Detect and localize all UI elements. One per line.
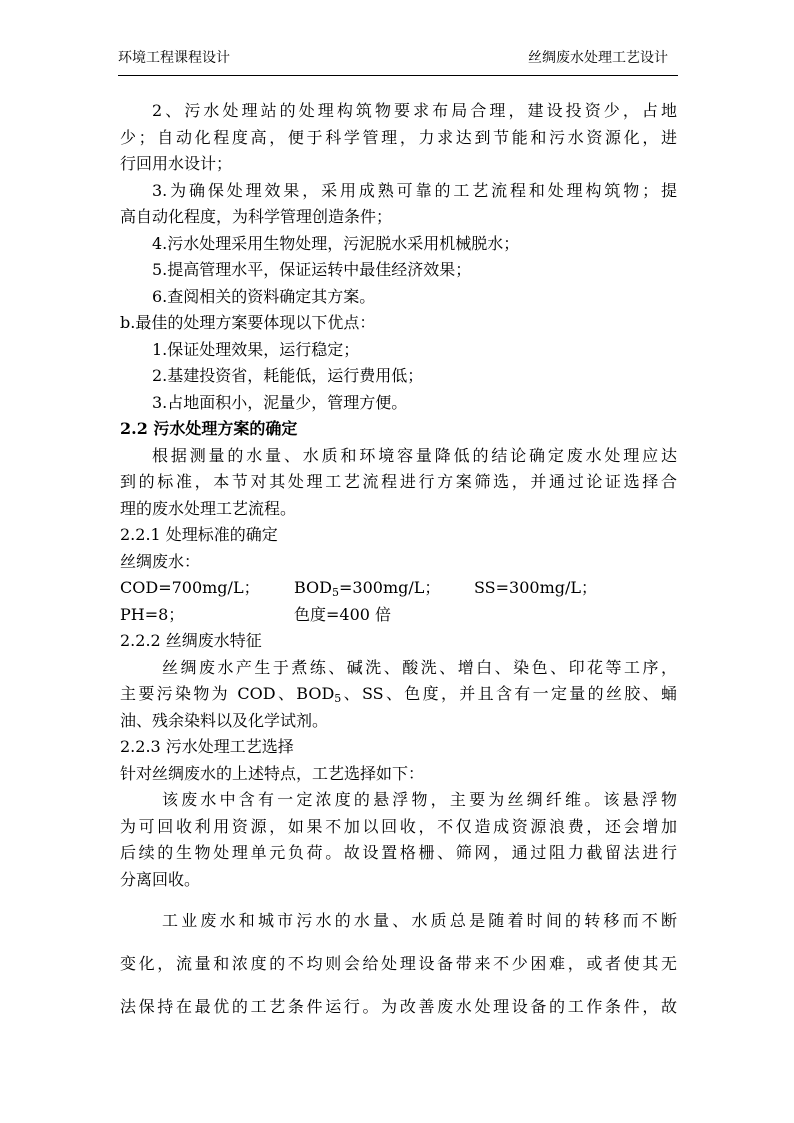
paragraph-line: 油、残余染料以及化学试剂。: [120, 710, 329, 730]
page-header: [118, 47, 678, 75]
bod-value: $BOD_5=300mg/L$；: [294, 578, 441, 599]
list-item: 4.污水处理采用生物处理，污泥脱水采用机械脱水；: [152, 233, 520, 253]
paragraph-line: 根据测量的水量、水质和环境容量降低的结论确定废水处理应达: [152, 445, 677, 465]
paragraph-line: 变化，流量和浓度的不均则会给处理设备带来不少困难，或者使其无: [120, 954, 677, 973]
subsection-heading: 2.2.1 处理标准的确定: [120, 525, 278, 544]
standard-values-row: [120, 602, 677, 629]
list-heading: b.最佳的处理方案要体现以下优点：: [120, 313, 376, 332]
standard-values-row: [120, 575, 677, 602]
cod-value: COD=700mg/L；: [120, 578, 260, 597]
section-heading: 2.2 污水处理方案的确定: [120, 419, 298, 438]
paragraph-line: 行回用水设计；: [120, 154, 233, 173]
paragraph-line: 主要污染物为 COD、$BOD_5$、SS、色度，并且含有一定量的丝胶、蛹: [120, 684, 677, 705]
header-rule: [118, 75, 678, 76]
ph-value: PH=8；: [120, 604, 185, 624]
paragraph-line: 该废水中含有一定浓度的悬浮物，主要为丝绸纤维。该悬浮物: [162, 790, 677, 809]
list-item: 2.基建投资省，耗能低，运行费用低；: [152, 366, 424, 385]
list-item: 1.保证处理效果，运行稳定；: [152, 339, 360, 359]
paragraph-line: 高自动化程度，为科学管理创造条件；: [120, 207, 393, 226]
paragraph-line: 针对丝绸废水的上述特点，工艺选择如下：: [120, 763, 425, 783]
paragraph-line: 为可回收利用资源，如果不加以回收，不仅造成资源浪费，还会增加: [120, 816, 677, 836]
document-body: [120, 98, 677, 1028]
color-value: 色度=400 倍: [294, 604, 392, 624]
paragraph-line: 少；自动化程度高，便于科学管理，力求达到节能和污水资源化，进: [120, 127, 677, 147]
paragraph-line: 3.为确保处理效果，采用成熟可靠的工艺流程和处理构筑物；提: [152, 180, 677, 200]
list-item: 5.提高管理水平，保证运转中最佳经济效果；: [152, 260, 472, 279]
list-item: 3.占地面积小，泥量少，管理方便。: [152, 392, 408, 412]
list-item: 6.查阅相关的资料确定其方案。: [152, 286, 376, 306]
ss-value: SS=300mg/L；: [474, 578, 598, 597]
subsection-heading: 2.2.3 污水处理工艺选择: [120, 737, 294, 756]
paragraph-line: 分离回收。: [120, 869, 201, 889]
paragraph-line: 2、污水处理站的处理构筑物要求布局合理，建设投资少，占地: [152, 101, 677, 120]
paragraph-line: 到的标准，本节对其处理工艺流程进行方案筛选，并通过论证选择合: [120, 472, 677, 491]
header-doc-title: 丝绸废水处理工艺设计: [528, 50, 668, 66]
paragraph-line: 法保持在最优的工艺条件运行。为改善废水处理设备的工作条件，故: [120, 997, 677, 1016]
header-course-title: 环境工程课程设计: [118, 50, 230, 66]
paragraph-line: 工业废水和城市污水的水量、水质总是随着时间的转移而不断: [162, 911, 677, 930]
paragraph-line: 后续的生物处理单元负荷。故设置格栅、筛网，通过阻力截留法进行: [120, 843, 677, 862]
paragraph-line: 丝绸废水产生于煮练、碱洗、酸洗、增白、染色、印花等工序，: [162, 657, 677, 677]
subsection-heading: 2.2.2 丝绸废水特征: [120, 631, 262, 650]
paragraph-line: 丝绸废水：: [120, 551, 201, 571]
paragraph-line: 理的废水处理工艺流程。: [120, 498, 297, 518]
